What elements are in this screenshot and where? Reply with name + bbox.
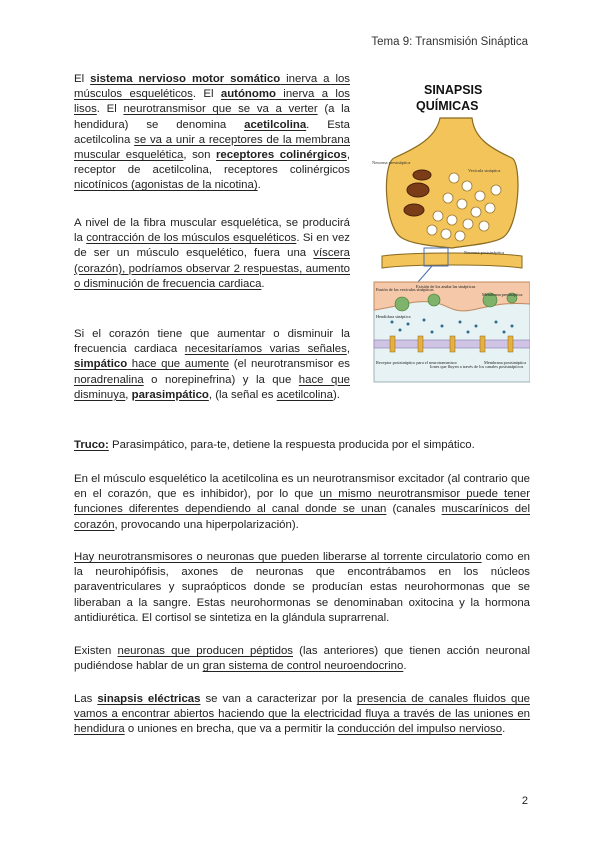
mitochondrion: [407, 183, 429, 197]
paragraph-neurohormones: Hay neurotransmisores o neuronas que pueden liberarse al torrente circulatorio como en la neurohipófisis, axones de neuronas que encontrábamos en los núcleos paraventriculares y supraópticos donde se producían estas neurohormonas que se liberaban a la sangre. Estas neurohormonas se denominaban oxitocina y la hormona antidiurética. El cortisol se sintetiza en la glándula suprarrenal.: [74, 551, 530, 624]
label-vesicle-fusion: Fusión de las vesículas sinápticas: [376, 287, 434, 292]
paragraph-skeletal-fiber: A nivel de la fibra muscular esquelética, se producirá la contracción de los músculos esqueléticos. Si en vez de ser un músculo esquelético, fuera una víscera (corazón), podríamos observar 2 respuestas, aumento o disminución de frecuencia cardiaca.: [74, 217, 350, 290]
label-postsynaptic-membrane: Membrana postsináptica: [484, 360, 527, 365]
zoom-connector: [418, 266, 432, 282]
label-ions: Iones que fluyen a través de los canales postsinápticos: [430, 364, 524, 369]
label-presynaptic-membrane: Membrana presináptica: [482, 292, 523, 297]
postsynaptic-neuron: [382, 253, 522, 268]
paragraph-heart-rate: Si el corazón tiene que aumentar o disminuir la frecuencia cardiaca necesitaríamos varias señales, simpático hace que aumente (el neurotransmisor es noradrenalina o norepinefrina) y la que hace que disminuya, parasimpático, (la señal es acetilcolina).: [74, 328, 351, 401]
label-synaptic-cleft: Hendidura sináptica: [376, 314, 411, 319]
paragraph-peptides: Existen neuronas que producen péptidos (las anteriores) que tienen acción neuronal pudiéndose hablar de un gran sistema de control neuroendocrino.: [74, 645, 530, 673]
paragraph-electrical-synapses: Las sinapsis eléctricas se van a caracterizar por la presencia de canales fluidos que vamos a encontrar abiertos haciendo que la electricidad fluya a través de las uniones en hendidura o uniones en brecha, que va a permitir la conducción del impulso nervioso.: [74, 693, 530, 736]
synapse-illustration: [372, 78, 530, 418]
label-synaptic-vesicle: Vesícula sináptica: [468, 168, 501, 173]
label-presynaptic-neuron: Neurona presináptica: [372, 160, 411, 165]
chemical-synapse-figure: [372, 78, 530, 418]
label-postsynaptic-receptor: Receptor postsináptico para el neurotransmisor: [376, 360, 457, 365]
figure-title-2: QUÍMICAS: [416, 99, 479, 113]
paragraph-acetylcholine-functions: En el músculo esquelético la acetilcolina es un neurotransmisor excitador (al contrario que en el corazón, que es inhibidor), por lo que un mismo neurotransmisor puede tener funciones diferentes dependiendo al canal donde se unan (canales muscarínicos del corazón, provocando una hiperpolarización).: [74, 473, 530, 531]
paragraph-motor-system: El sistema nervioso motor somático inerva a los músculos esqueléticos. El autónomo inerva a los lisos. El neurotransmisor que se va a verter (a la hendidura) se denomina acetilcolina. Esta acetilcolina se va a unir a receptores de la membrana muscular esquelética, son receptores colinérgicos, receptor de acetilcolina, receptores colinérgicos nicotínicos (agonistas de la nicotina).: [74, 73, 351, 192]
paragraph-trick: Truco: Parasimpático, para-te, detiene la respuesta producida por el simpático.: [74, 439, 475, 451]
page-number: 2: [521, 795, 528, 807]
label-postsynaptic-neuron: Neurona postsináptica: [464, 250, 505, 255]
figure-title-1: SINAPSIS: [424, 83, 483, 97]
mitochondrion: [404, 204, 424, 216]
mitochondrion: [413, 170, 431, 180]
page-header: Tema 9: Transmisión Sináptica: [371, 36, 528, 48]
label-exocytosis: Exisión de los anaba las sinápticas: [416, 284, 476, 289]
